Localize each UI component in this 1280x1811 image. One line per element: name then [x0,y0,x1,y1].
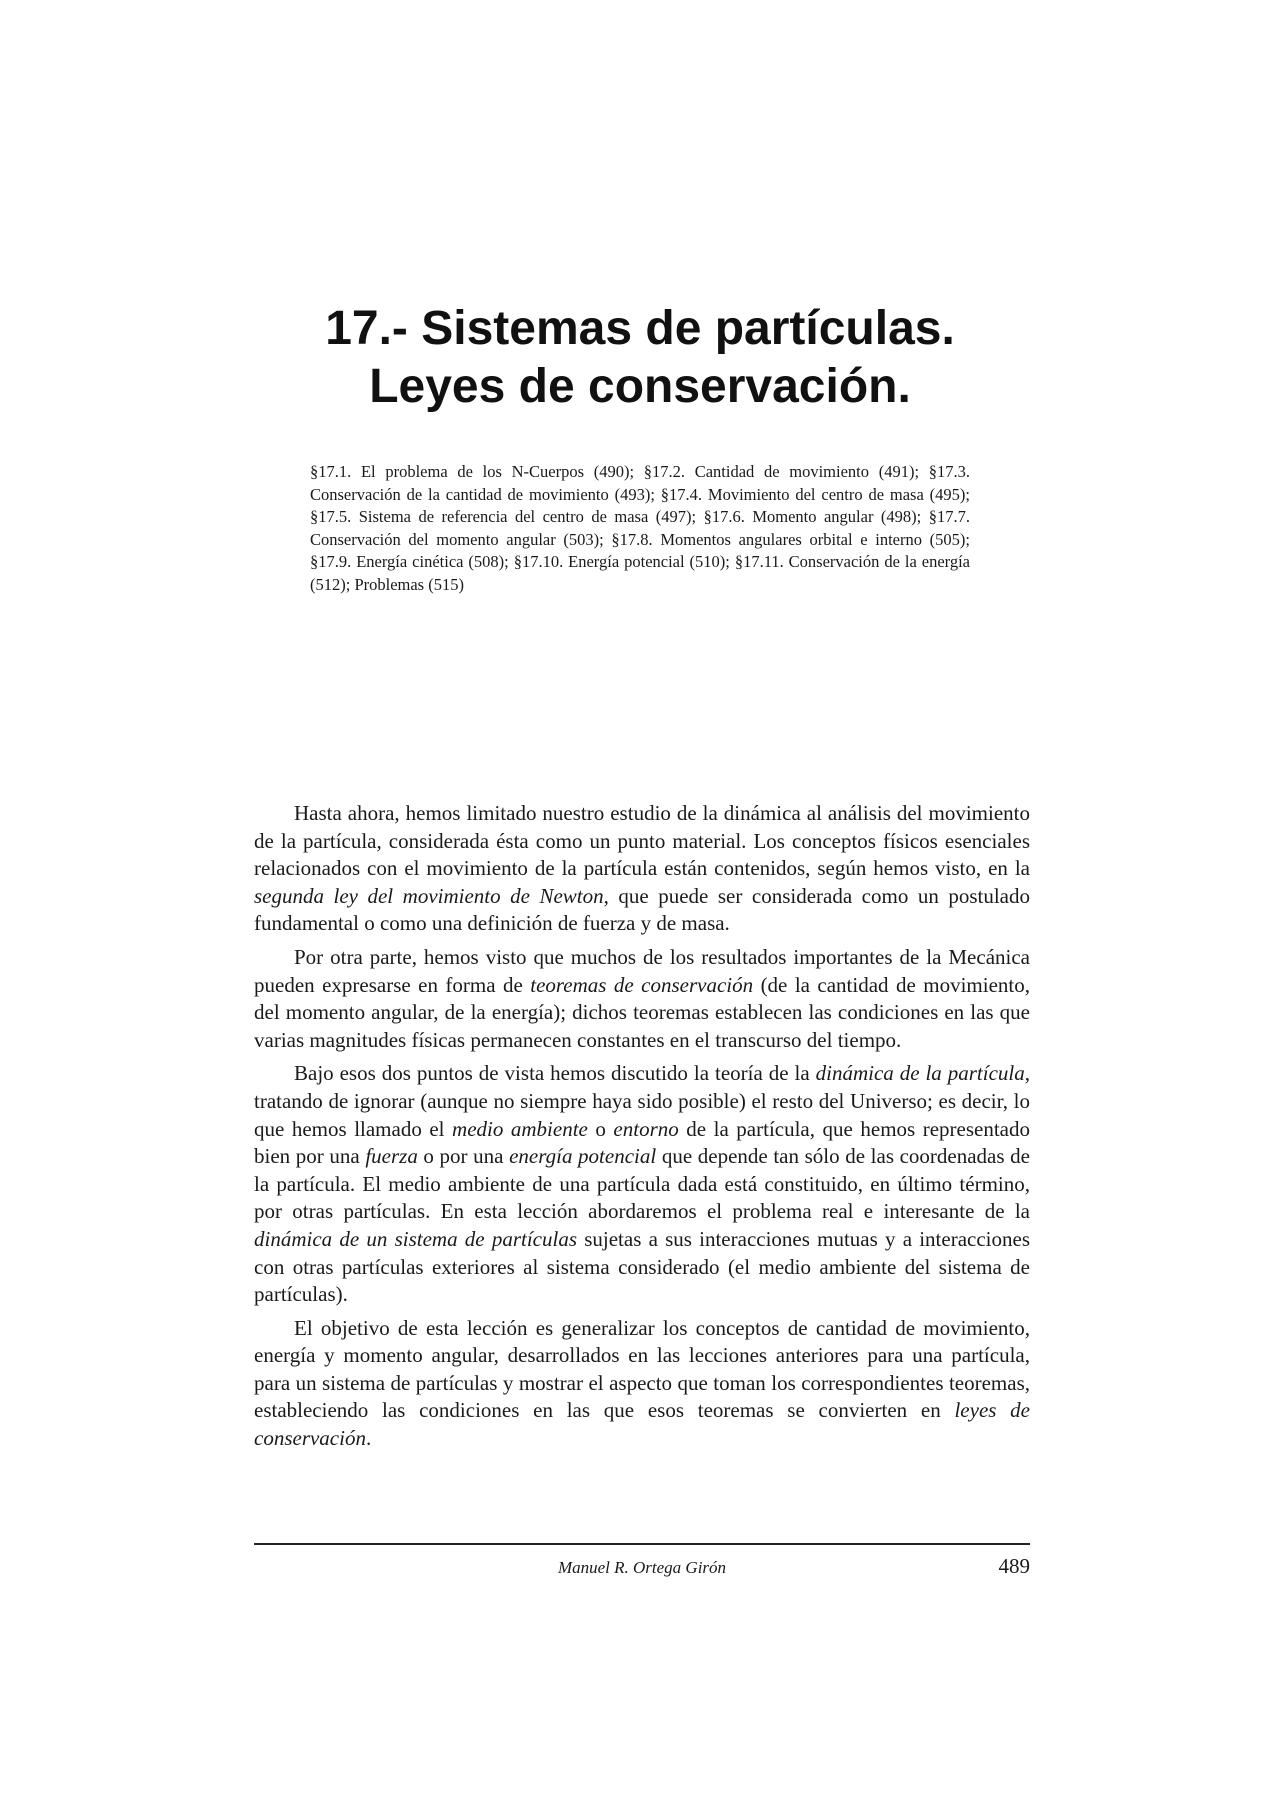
emphasis-entorno: entorno [613,1116,679,1141]
section-contents: §17.1. El problema de los N-Cuerpos (490); §17.2. Cantidad de movimiento (491); §17.3. Conservación de la cantidad de movimiento (493); §17.4. Movimiento del centro de masa (495); §17.5. Sistema de referencia del centro de masa (497); §17.6. Momento angular (498); §17.7. Conservación del momento angular (503); §17.8. Momentos angulares orbital e interno (505); §17.9. Energía cinética (508); §17.10. Energía potencial (510); §17.11. Conservación de la energía (512); Problemas (515) [310,462,970,594]
emphasis-segunda-ley: segunda ley del movimiento de Newton [254,883,604,908]
emphasis-dinamica-particula: dinámica de la partícula [815,1061,1025,1086]
emphasis-teoremas-conservacion: teoremas de conservación [530,972,754,997]
paragraph-2: Por otra parte, hemos visto que muchos de los resultados importantes de la Mecánica pueden expresarse en forma de teoremas de conservación (de la cantidad de movimiento, del momento angular, de la energía); dichos teoremas establecen las condiciones en las que varias magnitudes físicas permanecen constantes en el transcurso del tiempo. [254,944,1030,1052]
emphasis-fuerza: fuerza [365,1144,418,1169]
footer-author: Manuel R. Ortega Girón [557,1558,727,1577]
paragraph-1: Hasta ahora, hemos limitado nuestro estudio de la dinámica al análisis del movimiento de la partícula, considerada ésta como un punto material. Los conceptos físicos esenciales relacionados con el movimiento de la partícula están contenidos, según hemos visto, en la segunda ley del movimiento de Newton, que puede ser considerada como un postulado fundamental o como una definición de fuerza y de masa. [254,801,1030,936]
page-number: 489 [998,1554,1030,1578]
chapter-title-line-2: Leyes de conservación. [369,360,911,413]
emphasis-leyes-conservacion: leyes de conservación [254,1398,1031,1451]
body-text [254,800,1030,1459]
emphasis-medio-ambiente: medio ambiente [452,1116,588,1141]
paragraph-3: Bajo esos dos puntos de vista hemos discutido la teoría de la dinámica de la partícula, tratando de ignorar (aunque no siempre haya sido posible) el resto del Universo; es decir, lo que hemos llamado el medio ambiente o entorno de la partícula, que hemos representado bien por una fuerza o por una energía potencial que depende tan sólo de las coordenadas de la partícula. El medio ambiente de una partícula dada está constituido, en último término, por otras partículas. En esta lección abordaremos el problema real e interesante de la dinámica de un sistema de partículas sujetas a sus interacciones mutuas y a interacciones con otras partículas exteriores al sistema considerado (el medio ambiente del sistema de partículas). [254,1061,1031,1307]
emphasis-dinamica-sistema: dinámica de un sistema de partículas [254,1226,577,1251]
chapter-title [240,300,1040,416]
paragraph-4: El objetivo de esta lección es generalizar los conceptos de cantidad de movimiento, energía y momento angular, desarrollados en las lecciones anteriores para una partícula, para un sistema de partículas y mostrar el aspecto que toman los correspondientes teoremas, estableciendo las condiciones en las que esos teoremas se convierten en leyes de conservación. [254,1315,1031,1451]
emphasis-energia-potencial: energía potencial [509,1144,657,1169]
chapter-title-line-1: 17.- Sistemas de partículas. [325,302,955,355]
footer-rule [254,1543,1030,1545]
